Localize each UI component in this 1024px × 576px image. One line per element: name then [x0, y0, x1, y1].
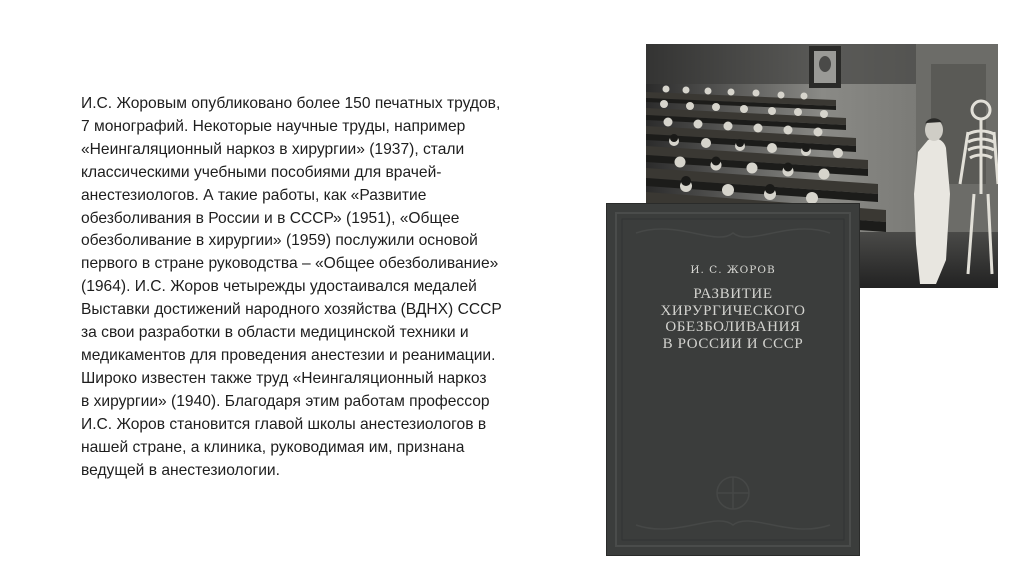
book-title-line: ХИРУРГИЧЕСКОГО [660, 302, 806, 319]
book-cover [606, 203, 860, 556]
text-line: 7 монографий. Некоторые научные труды, например [81, 117, 466, 135]
text-line: анестезиологов. А такие работы, как «Развитие [81, 186, 427, 204]
body-text [81, 93, 581, 482]
book-author: И. С. ЖОРОВ [690, 264, 776, 276]
text-line: ведущей в анестезиологии. [81, 461, 280, 479]
text-line: И.С. Жоров становится главой школы анестезиологов в [81, 415, 487, 433]
text-line: первого в стране руководства – «Общее обезболивание» [81, 255, 499, 273]
book-title [626, 286, 840, 352]
book-title-line: В РОССИИ И СССР [662, 335, 804, 352]
text-line: в хирургии» (1940). Благодаря этим работам профессор [81, 392, 490, 410]
text-line: за свои разработки в области медицинской техники и [81, 324, 469, 342]
book-title-line: ОБЕЗБОЛИВАНИЯ [665, 319, 801, 335]
text-line: обезболивания в России и в СССР» (1951), «Общее [81, 209, 460, 227]
text-line: классическими учебными пособиями для врачей- [81, 163, 442, 181]
text-line: Выставки достижений народного хозяйства (ВДНХ) СССР [81, 301, 502, 319]
text-line: Широко известен также труд «Неингаляционный наркоз [81, 369, 487, 387]
book-title-line: РАЗВИТИЕ [693, 286, 773, 302]
text-line: медикаментов для проведения анестезии и реанимации. [81, 346, 496, 364]
text-line: И.С. Жоровым опубликовано более 150 печатных трудов, [81, 95, 501, 112]
text-line: (1964). И.С. Жоров четырежды удостаивался медалей [81, 278, 477, 296]
text-line: обезболивание в хирургии» (1959) послужили основой [81, 232, 478, 250]
text-line: «Неингаляционный наркоз в хирургии» (1937), стали [81, 140, 465, 158]
text-line: нашей стране, а клиника, руководимая им, признана [81, 438, 465, 456]
